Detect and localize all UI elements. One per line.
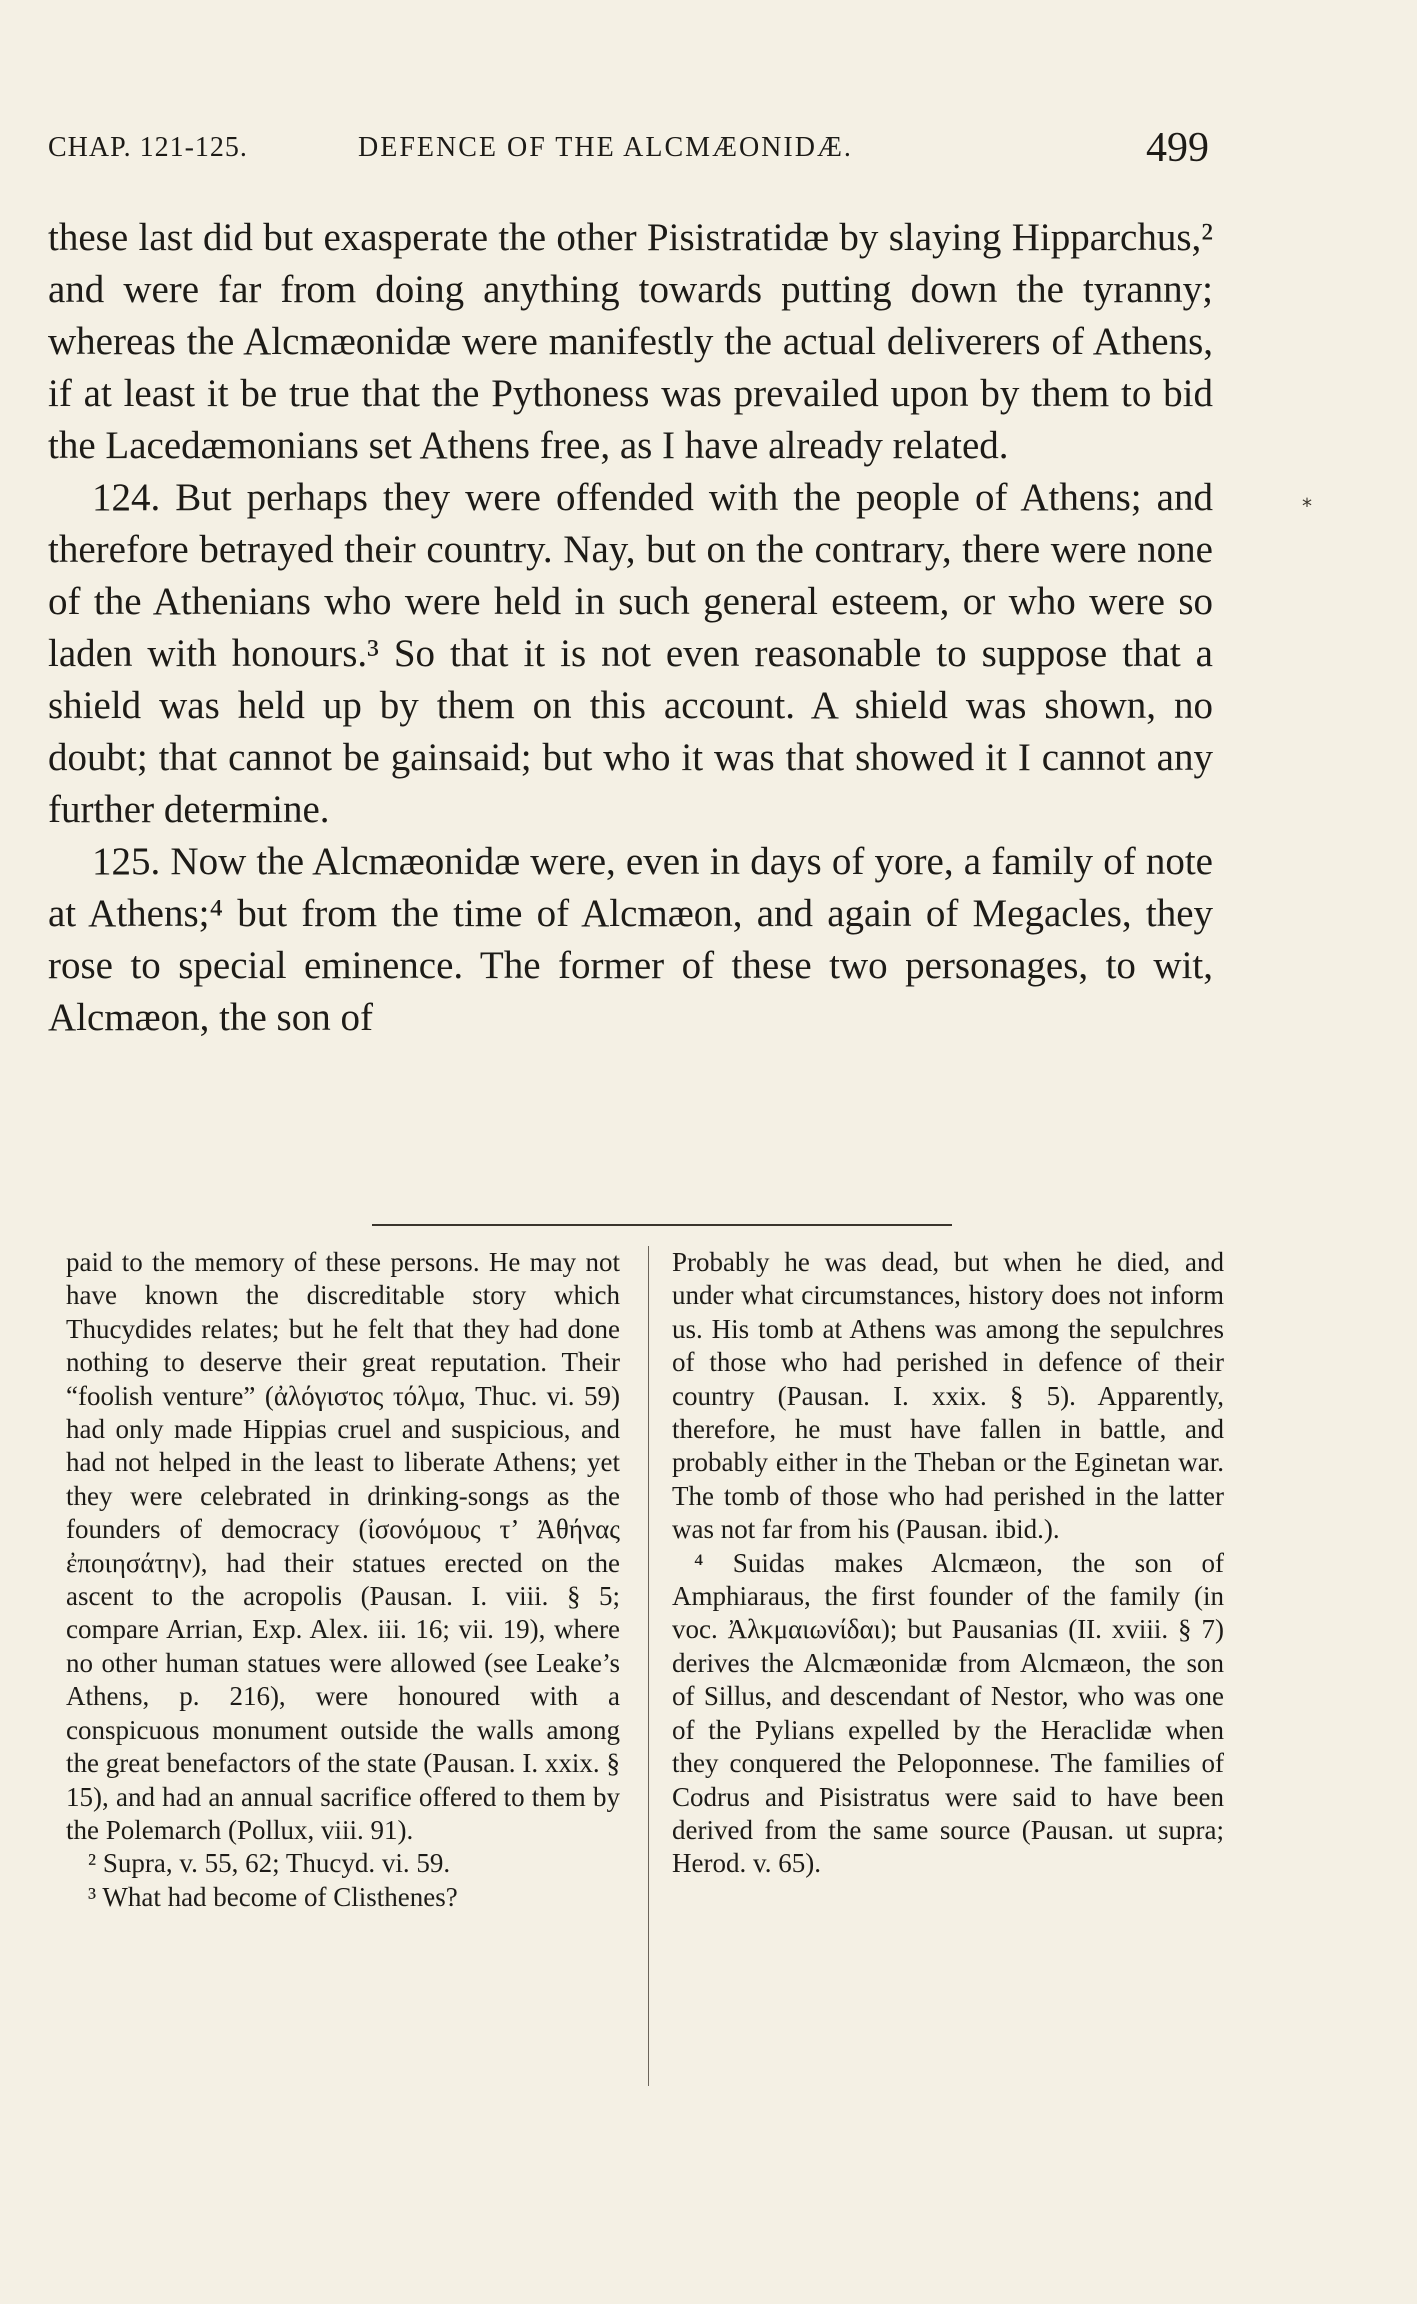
paragraph-124: 124. But perhaps they were offended with the people of Athens; and therefore betrayed their country. Nay, but on the contrary, there were none of the Athenians who were held in such general esteem, or who were so laden with honours.³ So that it is not even reasonable to suppose that a shield was held up by them on this account. A shield was shown, no doubt; that cannot be gainsaid; but who it was that showed it I cannot any further determine. xyxy=(48,476,1213,831)
margin-mark: * xyxy=(1302,494,1312,518)
footnote-2: ² Supra, v. 55, 62; Thucyd. vi. 59. xyxy=(88,1848,451,1879)
page-number: 499 xyxy=(1146,125,1209,171)
footnotes-right-column xyxy=(672,1246,1224,1881)
paragraph-opening: these last did but exasperate the other Pisistratidæ by slaying Hipparchus,² and were far from doing anything towards putting down the tyranny; whereas the Alcmæonidæ were manifestly the actual deliverers of Athens, if at least it be true that the Pythoness was prevailed upon by them to bid the Lacedæmonians set Athens free, as I have already related. xyxy=(48,216,1213,467)
footnote-3-start: ³ What had become of Clisthenes? xyxy=(88,1881,458,1912)
running-header xyxy=(48,125,1213,171)
footnote-4: ⁴ Suidas makes Alcmæon, the son of Amphiaraus, the first founder of the family (in voc. Ἀλκμαιωνίδαι); but Pausanias (II. xviii. § 7) derives the Alcmæonidæ from Alcmæon, the son of Sillus, and descendant of Nestor, who was one of the Pylians expelled by the Heraclidæ when they conquered the Peloponnese. The families of Codrus and Pisistratus were said to have been derived from the same source (Pausan. ut supra; Herod. v. 65). xyxy=(672,1547,1224,1879)
chapter-range: CHAP. 121-125. xyxy=(48,132,248,163)
column-divider xyxy=(648,1246,649,2086)
footnote-separator xyxy=(372,1224,952,1226)
running-title: DEFENCE OF THE ALCMÆONIDÆ. xyxy=(358,132,853,163)
footnotes-left-column xyxy=(66,1246,620,1914)
main-text xyxy=(48,212,1213,1044)
paragraph-125: 125. Now the Alcmæonidæ were, even in days of yore, a family of note at Athens;⁴ but from the time of Alcmæon, and again of Megacles, they rose to special eminence. The former of these two personages, to wit, Alcmæon, the son of xyxy=(48,840,1213,1039)
footnote-3-continued: Probably he was dead, but when he died, and under what circumstances, history does not inform us. His tomb at Athens was among the sepulchres of those who had perished in defence of their country (Pausan. I. xxix. § 5). Apparently, therefore, he must have fallen in battle, and probably either in the Theban or the Eginetan war. The tomb of those who had perished in the latter was not far from his (Pausan. ibid.). xyxy=(672,1247,1224,1545)
footnote-1-continued: paid to the memory of these persons. He may not have known the discreditable story which Thucydides relates; but he felt that they had done nothing to deserve their great reputation. Their “foolish venture” (ἀλόγιστος τόλμα, Thuc. vi. 59) had only made Hippias cruel and suspicious, and had not helped in the least to liberate Athens; yet they were celebrated in drinking-songs as the founders of democracy (ἰσονόμους τ’ Ἀθήνας ἐποιησάτην), had their statues erected on the ascent to the acropolis (Pausan. I. viii. § 5; compare Arrian, Exp. Alex. iii. 16; vii. 19), where no other human statues were allowed (see Leake’s Athens, p. 216), were honoured with a conspicuous monument outside the walls among the great benefactors of the state (Pausan. I. xxix. § 15), and had an annual sacrifice offered to them by the Polemarch (Pollux, viii. 91). xyxy=(66,1247,620,1845)
